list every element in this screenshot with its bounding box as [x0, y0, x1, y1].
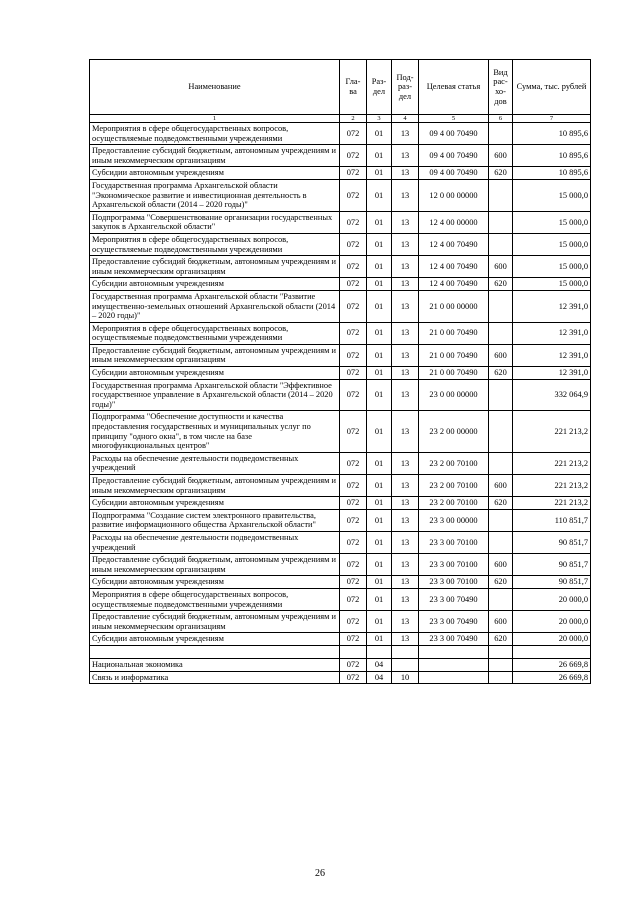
- row-section: 01: [367, 290, 392, 322]
- row-name: Расходы на обеспечение деятельности подведомственных учреждений: [90, 531, 340, 553]
- header-name: Наименование: [90, 60, 340, 115]
- row-subsection: 13: [392, 123, 419, 145]
- row-target: 21 0 00 00000: [419, 290, 489, 322]
- row-target: 23 3 00 00000: [419, 509, 489, 531]
- row-name: Субсидии автономным учреждениям: [90, 497, 340, 510]
- table-row: [90, 256, 591, 278]
- row-name: Мероприятия в сфере общегосударственных вопросов, осуществляемые подведомственными учреждениями: [90, 322, 340, 344]
- row-chapter: 072: [340, 233, 367, 255]
- header-section: Раз-дел: [367, 60, 392, 115]
- header-chapter: Гла-ва: [340, 60, 367, 115]
- row-kind: [489, 379, 513, 411]
- row-section: [367, 645, 392, 658]
- row-section: 01: [367, 475, 392, 497]
- row-target: 23 3 00 70490: [419, 633, 489, 646]
- row-name: Подпрограмма "Создание систем электронного правительства, развитие информационного общества Архангельской области": [90, 509, 340, 531]
- table-row: [90, 167, 591, 180]
- row-sum: 10 895,6: [513, 167, 591, 180]
- row-sum: 221 213,2: [513, 497, 591, 510]
- table-row: [90, 367, 591, 380]
- row-sum: 90 851,7: [513, 554, 591, 576]
- column-number: 1: [90, 115, 340, 123]
- header-subsection: Под-раз-дел: [392, 60, 419, 115]
- row-kind: [489, 290, 513, 322]
- row-section: 01: [367, 367, 392, 380]
- row-sum: 15 000,0: [513, 211, 591, 233]
- row-section: 01: [367, 256, 392, 278]
- row-target: 23 3 00 70490: [419, 611, 489, 633]
- row-target: 21 0 00 70490: [419, 367, 489, 380]
- row-target: 09 4 00 70490: [419, 167, 489, 180]
- row-name: Субсидии автономным учреждениям: [90, 367, 340, 380]
- row-chapter: 072: [340, 179, 367, 211]
- row-section: 01: [367, 588, 392, 610]
- row-target: 23 2 00 70100: [419, 475, 489, 497]
- table-row: [90, 645, 591, 658]
- table-row: [90, 576, 591, 589]
- row-subsection: 13: [392, 322, 419, 344]
- row-section: 01: [367, 145, 392, 167]
- table-row: [90, 554, 591, 576]
- row-section: 01: [367, 576, 392, 589]
- row-target: 23 3 00 70100: [419, 576, 489, 589]
- row-section: 04: [367, 658, 392, 671]
- row-sum: 12 391,0: [513, 344, 591, 366]
- column-number: 7: [513, 115, 591, 123]
- row-target: 23 0 00 00000: [419, 379, 489, 411]
- row-target: 23 3 00 70490: [419, 588, 489, 610]
- column-number: 2: [340, 115, 367, 123]
- row-subsection: 13: [392, 554, 419, 576]
- row-sum: 20 000,0: [513, 588, 591, 610]
- row-section: 01: [367, 497, 392, 510]
- row-kind: [489, 179, 513, 211]
- row-sum: 332 064,9: [513, 379, 591, 411]
- row-chapter: 072: [340, 452, 367, 474]
- row-chapter: 072: [340, 509, 367, 531]
- page-number: 26: [315, 868, 325, 879]
- row-kind: [489, 658, 513, 671]
- row-chapter: 072: [340, 588, 367, 610]
- row-subsection: 13: [392, 290, 419, 322]
- row-target: 12 4 00 00000: [419, 211, 489, 233]
- row-subsection: 10: [392, 671, 419, 684]
- row-sum: 26 669,8: [513, 658, 591, 671]
- table-row: [90, 658, 591, 671]
- row-kind: 620: [489, 278, 513, 291]
- table-body: [90, 123, 591, 684]
- row-chapter: 072: [340, 531, 367, 553]
- row-target: 23 3 00 70100: [419, 531, 489, 553]
- row-name: Подпрограмма "Обеспечение доступности и качества предоставления государственных и муниципальных услуг по принципу "одного окна", в том числе на базе многофункциональных центров": [90, 411, 340, 452]
- header-row: [90, 60, 591, 115]
- row-sum: 15 000,0: [513, 233, 591, 255]
- column-number-row: [90, 115, 591, 123]
- row-target: 12 4 00 70490: [419, 278, 489, 291]
- row-chapter: [340, 645, 367, 658]
- row-section: 01: [367, 554, 392, 576]
- column-number: 3: [367, 115, 392, 123]
- row-subsection: 13: [392, 344, 419, 366]
- table-row: [90, 611, 591, 633]
- row-sum: 15 000,0: [513, 179, 591, 211]
- row-sum: 12 391,0: [513, 367, 591, 380]
- row-section: 01: [367, 123, 392, 145]
- row-chapter: 072: [340, 344, 367, 366]
- row-chapter: 072: [340, 554, 367, 576]
- row-chapter: 072: [340, 576, 367, 589]
- row-subsection: 13: [392, 497, 419, 510]
- row-chapter: 072: [340, 123, 367, 145]
- row-name: Предоставление субсидий бюджетным, автономным учреждениям и иным некоммерческим организациям: [90, 475, 340, 497]
- row-kind: [489, 588, 513, 610]
- table-row: [90, 211, 591, 233]
- row-section: 01: [367, 633, 392, 646]
- row-sum: 20 000,0: [513, 633, 591, 646]
- row-subsection: 13: [392, 367, 419, 380]
- row-section: 01: [367, 531, 392, 553]
- row-sum: 221 213,2: [513, 411, 591, 452]
- table-row: [90, 588, 591, 610]
- row-subsection: 13: [392, 233, 419, 255]
- row-kind: [489, 531, 513, 553]
- table-row: [90, 379, 591, 411]
- row-kind: [489, 233, 513, 255]
- row-kind: 620: [489, 633, 513, 646]
- row-chapter: 072: [340, 658, 367, 671]
- row-sum: 10 895,6: [513, 145, 591, 167]
- row-section: 01: [367, 233, 392, 255]
- row-subsection: [392, 645, 419, 658]
- table-row: [90, 123, 591, 145]
- row-section: 01: [367, 509, 392, 531]
- row-target: 12 4 00 70490: [419, 233, 489, 255]
- row-section: 01: [367, 379, 392, 411]
- row-subsection: 13: [392, 211, 419, 233]
- row-chapter: 072: [340, 290, 367, 322]
- row-subsection: 13: [392, 256, 419, 278]
- row-subsection: 13: [392, 411, 419, 452]
- row-name: Связь и информатика: [90, 671, 340, 684]
- table-row: [90, 671, 591, 684]
- column-number: 4: [392, 115, 419, 123]
- row-subsection: 13: [392, 531, 419, 553]
- row-sum: 90 851,7: [513, 576, 591, 589]
- row-target: 21 0 00 70490: [419, 344, 489, 366]
- row-name: Предоставление субсидий бюджетным, автономным учреждениям и иным некоммерческим организациям: [90, 256, 340, 278]
- row-subsection: 13: [392, 379, 419, 411]
- row-chapter: 072: [340, 278, 367, 291]
- row-chapter: 072: [340, 671, 367, 684]
- row-name: Субсидии автономным учреждениям: [90, 633, 340, 646]
- row-section: 01: [367, 278, 392, 291]
- row-chapter: 072: [340, 167, 367, 180]
- table-row: [90, 452, 591, 474]
- row-subsection: 13: [392, 588, 419, 610]
- row-subsection: 13: [392, 145, 419, 167]
- row-kind: 620: [489, 367, 513, 380]
- row-name: Мероприятия в сфере общегосударственных вопросов, осуществляемые подведомственными учреждениями: [90, 233, 340, 255]
- row-subsection: 13: [392, 452, 419, 474]
- column-number: 6: [489, 115, 513, 123]
- row-chapter: 072: [340, 322, 367, 344]
- row-name: [90, 645, 340, 658]
- row-target: 23 3 00 70100: [419, 554, 489, 576]
- row-kind: [489, 452, 513, 474]
- column-number: 5: [419, 115, 489, 123]
- row-section: 01: [367, 452, 392, 474]
- row-target: 23 2 00 70100: [419, 452, 489, 474]
- row-kind: [489, 645, 513, 658]
- row-name: Мероприятия в сфере общегосударственных вопросов, осуществляемые подведомственными учреждениями: [90, 588, 340, 610]
- row-kind: 620: [489, 576, 513, 589]
- row-subsection: 13: [392, 611, 419, 633]
- row-chapter: 072: [340, 379, 367, 411]
- row-name: Субсидии автономным учреждениям: [90, 576, 340, 589]
- row-target: 21 0 00 70490: [419, 322, 489, 344]
- table-row: [90, 509, 591, 531]
- row-kind: [489, 671, 513, 684]
- row-section: 01: [367, 344, 392, 366]
- row-target: [419, 671, 489, 684]
- row-chapter: 072: [340, 497, 367, 510]
- row-target: [419, 658, 489, 671]
- row-section: 01: [367, 179, 392, 211]
- row-subsection: 13: [392, 633, 419, 646]
- row-kind: 620: [489, 497, 513, 510]
- row-chapter: 072: [340, 475, 367, 497]
- row-sum: 20 000,0: [513, 611, 591, 633]
- row-name: Подпрограмма "Совершенствование организации государственных закупок в Архангельской области": [90, 211, 340, 233]
- table-row: [90, 233, 591, 255]
- row-name: Субсидии автономным учреждениям: [90, 167, 340, 180]
- row-sum: 110 851,7: [513, 509, 591, 531]
- row-target: 12 4 00 70490: [419, 256, 489, 278]
- header-kind: Вид рас-хо-дов: [489, 60, 513, 115]
- table-row: [90, 145, 591, 167]
- row-name: Предоставление субсидий бюджетным, автономным учреждениям и иным некоммерческим организациям: [90, 554, 340, 576]
- row-sum: 10 895,6: [513, 123, 591, 145]
- row-kind: 600: [489, 475, 513, 497]
- table-row: [90, 633, 591, 646]
- row-sum: 12 391,0: [513, 322, 591, 344]
- row-subsection: 13: [392, 475, 419, 497]
- table-row: [90, 411, 591, 452]
- row-sum: 12 391,0: [513, 290, 591, 322]
- row-target: 09 4 00 70490: [419, 145, 489, 167]
- row-target: 12 0 00 00000: [419, 179, 489, 211]
- row-section: 04: [367, 671, 392, 684]
- row-sum: 221 213,2: [513, 475, 591, 497]
- row-subsection: 13: [392, 179, 419, 211]
- row-target: [419, 645, 489, 658]
- row-name: Расходы на обеспечение деятельности подведомственных учреждений: [90, 452, 340, 474]
- row-chapter: 072: [340, 411, 367, 452]
- table-row: [90, 475, 591, 497]
- row-sum: 26 669,8: [513, 671, 591, 684]
- row-name: Государственная программа Архангельской области "Эффективное государственное управление в Архангельской области (2014 – 2020 годы)": [90, 379, 340, 411]
- row-name: Государственная программа Архангельской области "Экономическое развитие и инвестиционная деятельность в Архангельской области (2014 – 2020 годы)": [90, 179, 340, 211]
- row-name: Государственная программа Архангельской области "Развитие имущественно-земельных отношений Архангельской области (2014 – 2020 годы)": [90, 290, 340, 322]
- row-name: Национальная экономика: [90, 658, 340, 671]
- row-kind: 600: [489, 344, 513, 366]
- row-name: Предоставление субсидий бюджетным, автономным учреждениям и иным некоммерческим организациям: [90, 611, 340, 633]
- header-target: Целевая статья: [419, 60, 489, 115]
- row-kind: 600: [489, 554, 513, 576]
- row-kind: [489, 123, 513, 145]
- header-sum: Сумма, тыс. рублей: [513, 60, 591, 115]
- row-chapter: 072: [340, 256, 367, 278]
- row-kind: 600: [489, 611, 513, 633]
- row-section: 01: [367, 167, 392, 180]
- table-row: [90, 344, 591, 366]
- row-target: 09 4 00 70490: [419, 123, 489, 145]
- row-section: 01: [367, 211, 392, 233]
- row-name: Предоставление субсидий бюджетным, автономным учреждениям и иным некоммерческим организациям: [90, 344, 340, 366]
- table-row: [90, 179, 591, 211]
- table-row: [90, 278, 591, 291]
- table-row: [90, 531, 591, 553]
- row-name: Субсидии автономным учреждениям: [90, 278, 340, 291]
- row-chapter: 072: [340, 211, 367, 233]
- row-name: Предоставление субсидий бюджетным, автономным учреждениям и иным некоммерческим организациям: [90, 145, 340, 167]
- row-subsection: [392, 658, 419, 671]
- row-chapter: 072: [340, 367, 367, 380]
- table-row: [90, 290, 591, 322]
- row-subsection: 13: [392, 278, 419, 291]
- row-chapter: 072: [340, 145, 367, 167]
- row-subsection: 13: [392, 167, 419, 180]
- row-subsection: 13: [392, 509, 419, 531]
- row-kind: [489, 211, 513, 233]
- table-row: [90, 322, 591, 344]
- row-sum: [513, 645, 591, 658]
- row-kind: [489, 411, 513, 452]
- row-section: 01: [367, 322, 392, 344]
- row-section: 01: [367, 611, 392, 633]
- row-name: Мероприятия в сфере общегосударственных вопросов, осуществляемые подведомственными учреждениями: [90, 123, 340, 145]
- budget-table: [89, 59, 591, 684]
- row-chapter: 072: [340, 633, 367, 646]
- row-kind: [489, 509, 513, 531]
- row-target: 23 2 00 00000: [419, 411, 489, 452]
- row-kind: 600: [489, 256, 513, 278]
- row-chapter: 072: [340, 611, 367, 633]
- row-kind: 600: [489, 145, 513, 167]
- row-subsection: 13: [392, 576, 419, 589]
- row-section: 01: [367, 411, 392, 452]
- row-sum: 15 000,0: [513, 278, 591, 291]
- row-target: 23 2 00 70100: [419, 497, 489, 510]
- row-sum: 221 213,2: [513, 452, 591, 474]
- row-kind: 620: [489, 167, 513, 180]
- row-sum: 15 000,0: [513, 256, 591, 278]
- table-row: [90, 497, 591, 510]
- row-sum: 90 851,7: [513, 531, 591, 553]
- row-kind: [489, 322, 513, 344]
